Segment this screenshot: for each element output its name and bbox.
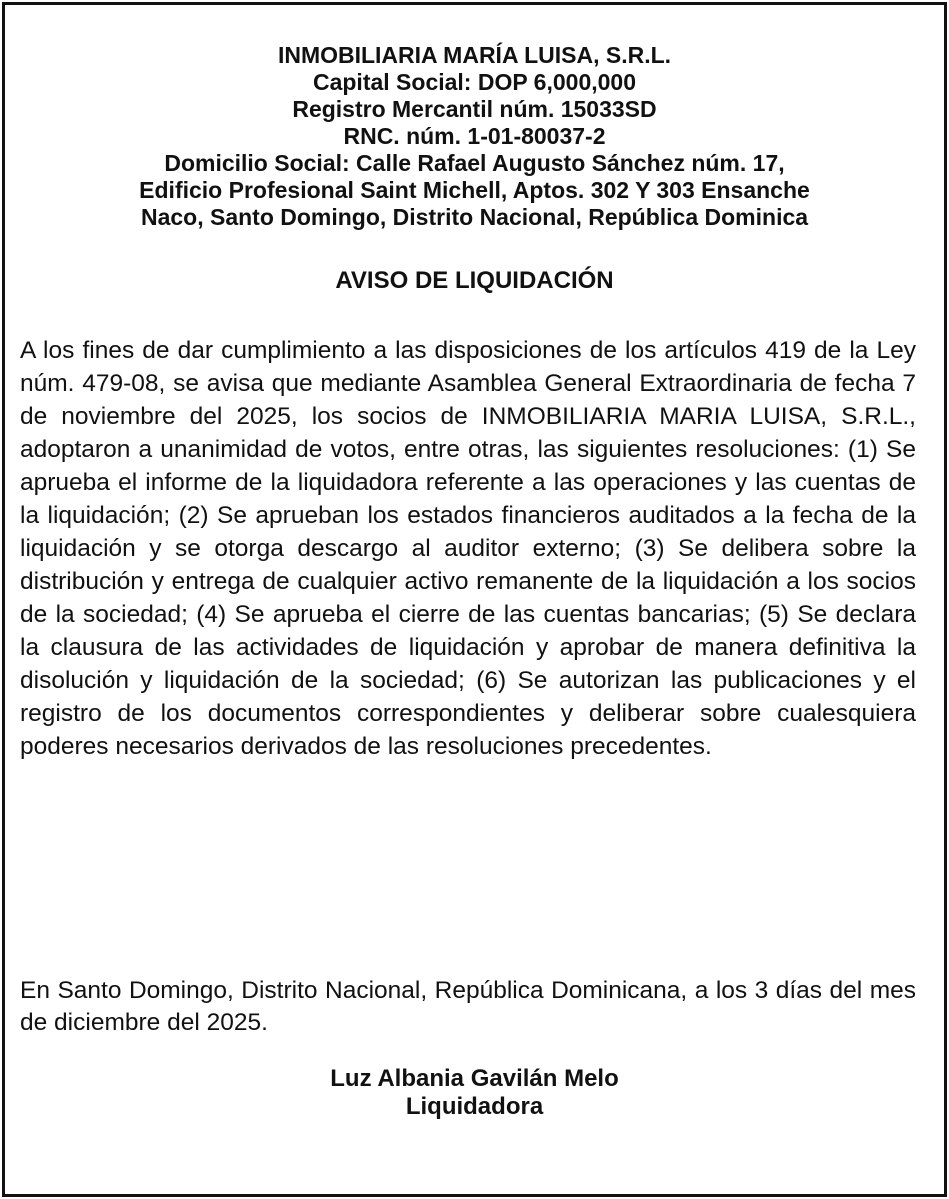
signatory-role: Liquidadora: [405, 1093, 544, 1120]
capital-social: Capital Social: DOP 6,000,000: [312, 69, 636, 95]
resolutions-paragraph: A los fines de dar cumplimiento a las disposiciones de los artículos 419 de la Ley núm. 479-08, se avisa que mediante Asamblea General Extraordinaria de fecha 7 de noviembre del 2025, los socios de INMOBILIARIA MARIA LUISA, S.R.L., adoptaron a unanimidad de votos, entre otras, las siguientes resoluciones: (1) Se aprueba el informe de la liquidadora referente a las operaciones y las cuentas de la liquidación; (2) Se aprueban los estados financieros auditados a la fecha de la liquidación y se otorga descargo al auditor externo; (3) Se delibera sobre la distribución y entrega de cualquier activo remanente de la liquidación a los socios de la sociedad; (4) Se aprueba el cierre de las cuentas bancarias; (5) Se declara la clausura de las actividades de liquidación y aprobar de manera definitiva la disolución y liquidación de la sociedad; (6) Se autorizan las publicaciones y el registro de los documentos correspondientes y deliberar sobre cualesquiera poderes necesarios derivados de las resoluciones precedentes.: [20, 337, 916, 760]
signature-block: [0, 1065, 949, 1121]
rnc-number: RNC. núm. 1-01-80037-2: [343, 123, 606, 149]
address-line-2: Edificio Profesional Saint Michell, Aptos. 302 Y 303 Ensanche: [139, 177, 810, 203]
signatory-name: Luz Albania Gavilán Melo: [330, 1065, 619, 1092]
address-line-1: Domicilio Social: Calle Rafael Augusto Sánchez núm. 17,: [164, 150, 785, 176]
date-place-paragraph: En Santo Domingo, Distrito Nacional, República Dominicana, a los 3 días del mes de diciembre del 2025.: [20, 977, 916, 1036]
company-name: INMOBILIARIA MARÍA LUISA, S.R.L.: [277, 42, 672, 68]
registro-mercantil: Registro Mercantil núm. 15033SD: [292, 96, 657, 122]
notice-title: AVISO DE LIQUIDACIÓN: [335, 267, 614, 294]
address-line-3: Naco, Santo Domingo, Distrito Nacional, República Dominica: [140, 204, 809, 230]
company-header: [0, 42, 949, 231]
